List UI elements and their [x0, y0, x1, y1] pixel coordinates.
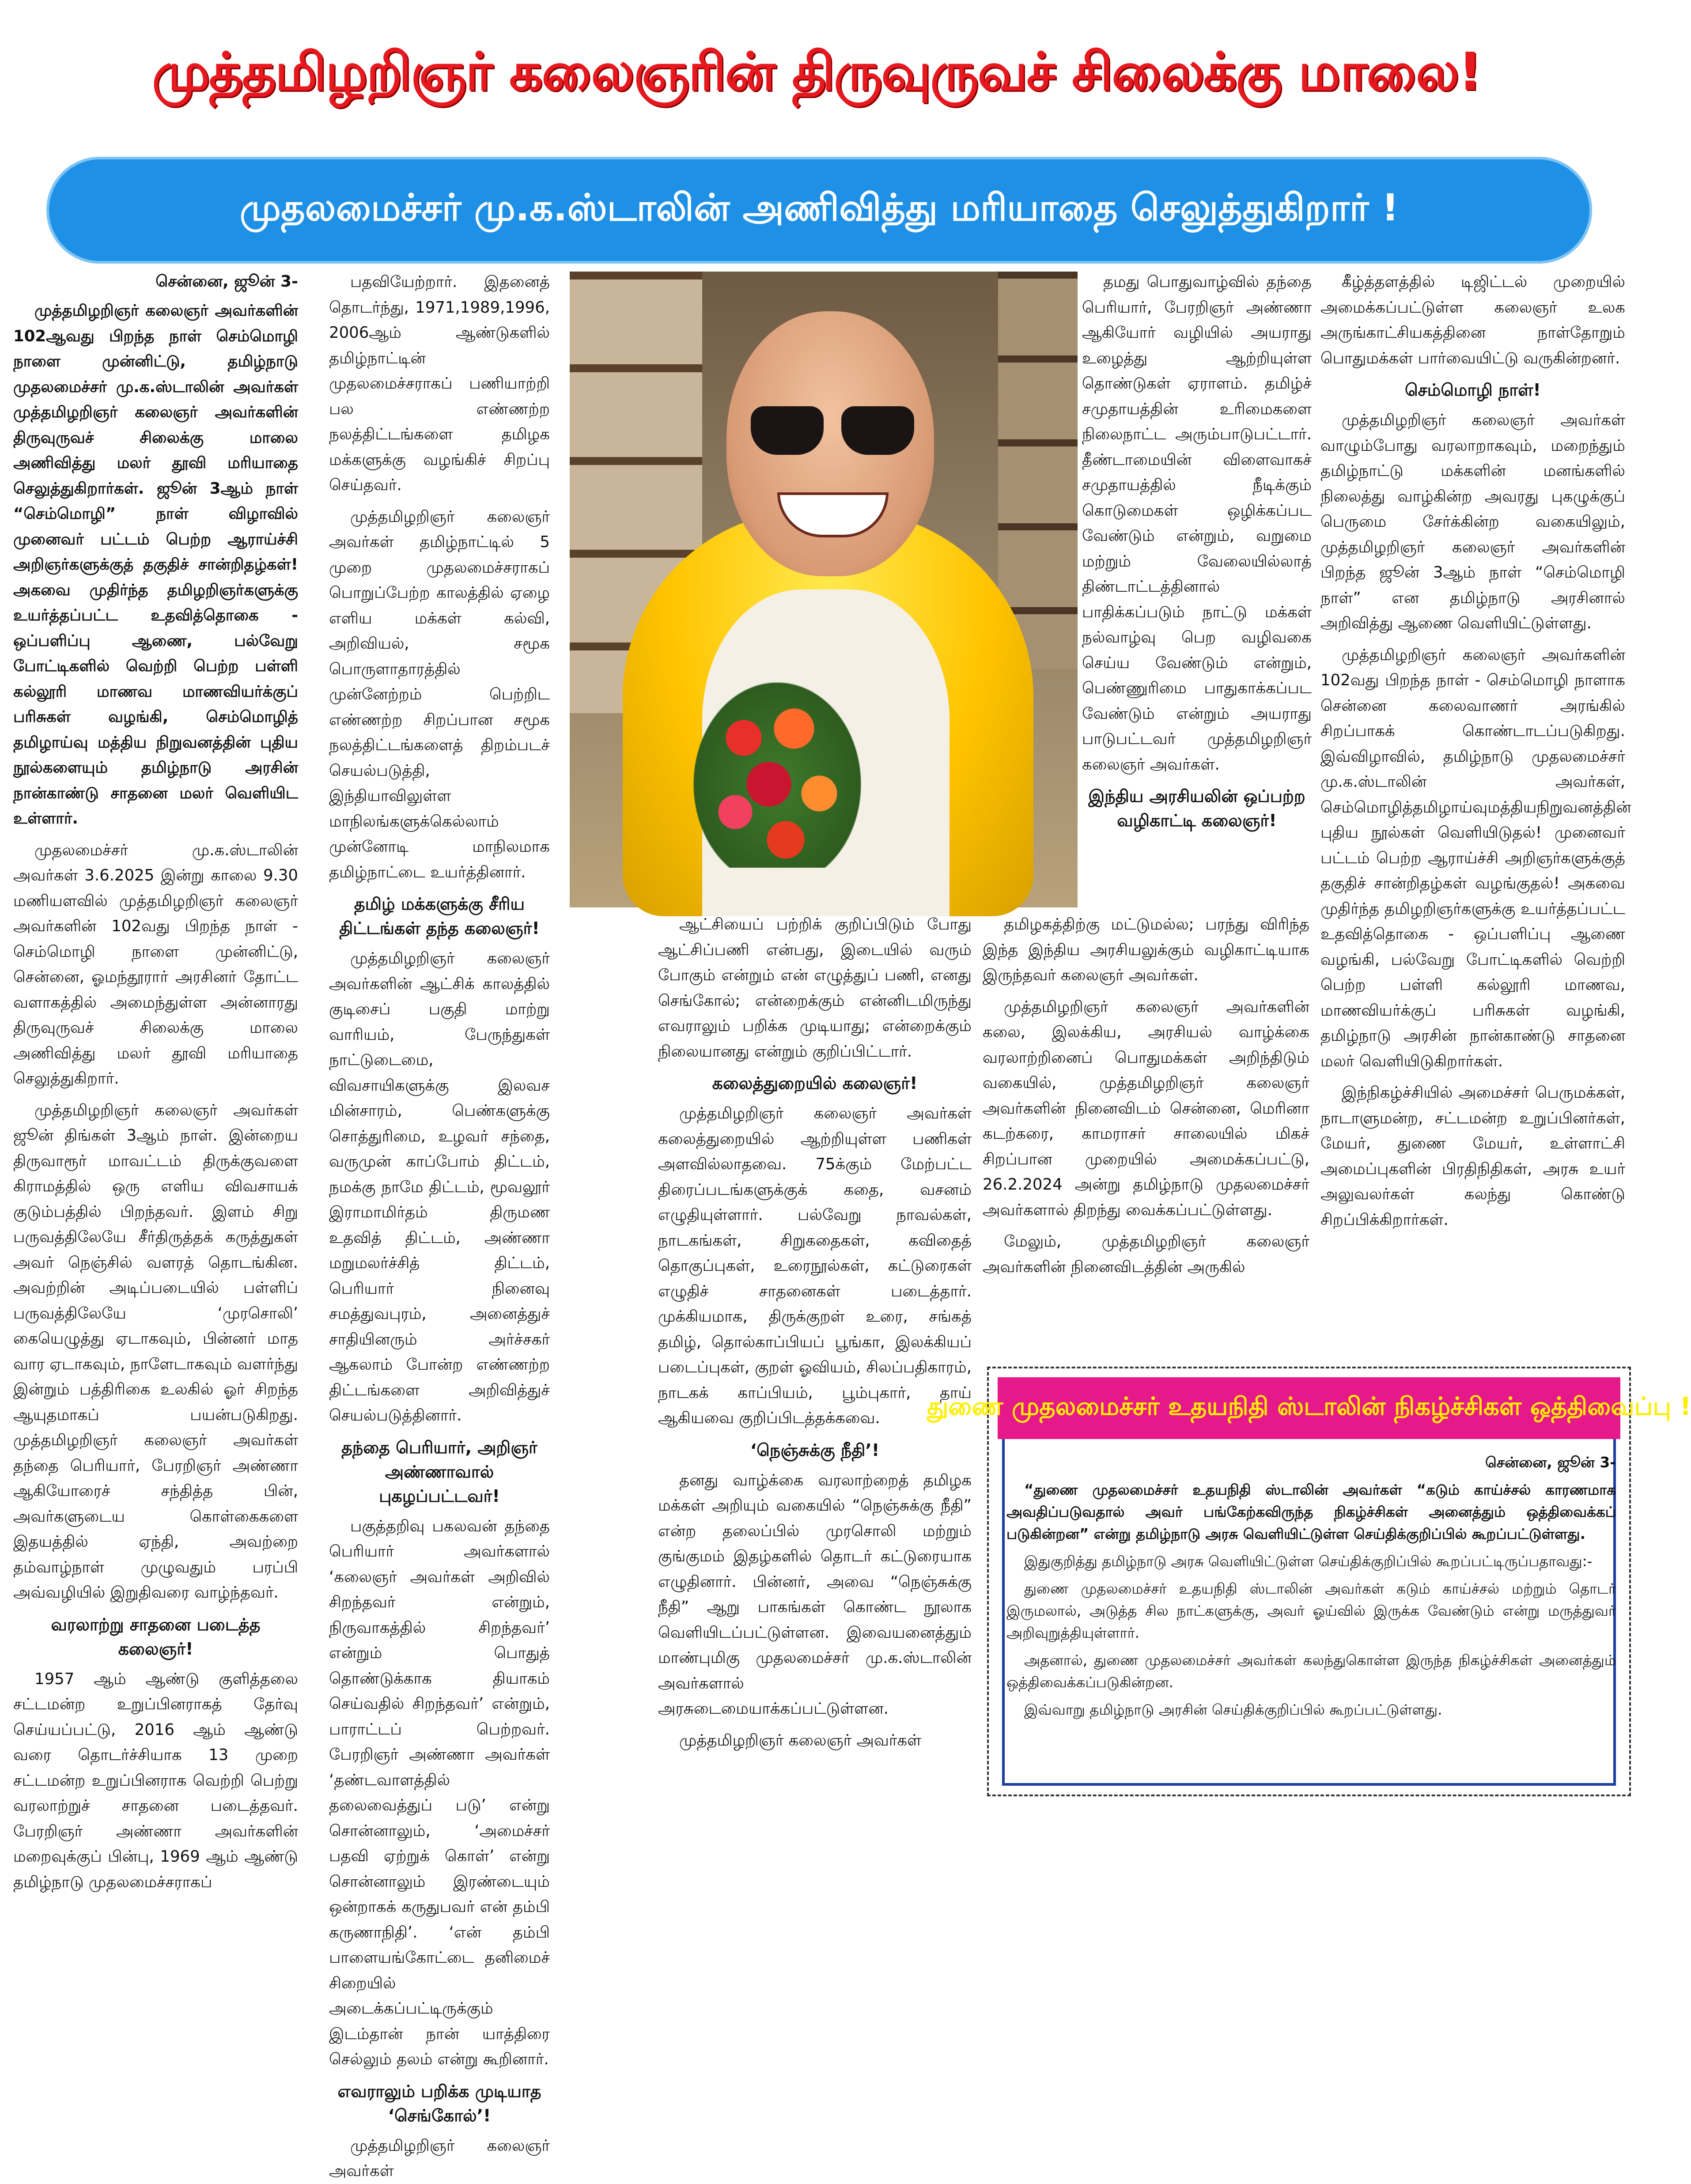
- paragraph: ஆட்சியைப் பற்றிக் குறிப்பிடும் போது ஆட்சிப்பணி என்பது, இடையில் வரும் போகும் என்றும் என் எழுத்துப் பணி, எனது செங்கோல்; என்றைக்கும் என்னிடமிருந்து எவராலும் பறிக்க முடியாது; என்றைக்கும் நிலையானது என்றும் குறிப்பிட்டார்.: [658, 915, 972, 1061]
- subheading: தந்தை பெரியார், அறிஞர் அண்ணாவால் புகழப்பட்டவர்!: [341, 1437, 537, 1506]
- paragraph: பதவியேற்றார். இதனைத் தொடர்ந்து, 1971,1989,1996, 2006ஆம் ஆண்டுகளில் தமிழ்நாட்டின் முதலமைச்சராகப் பணியாற்றி பல எண்ணற்ற நலத்திட்டங்களை தமிழக மக்களுக்கு வழங்கிச் சிறப்பு செய்தவர்.: [329, 273, 550, 494]
- paragraph: முத்தமிழறிஞர் கலைஞர் அவர்களின் கலை, இலக்கிய, அரசியல் வாழ்க்கை வரலாற்றினைப் பொதுமக்கள் அறிந்திடும் வகையில், முத்தமிழறிஞர் கலைஞர் அவர்களின் நினைவிடம் சென்னை, மெரினா கடற்கரை, காமராசர் சாலையில் மிகச் சிறப்பான முறையில் அமைக்கப்பட்டு, 26.2.2024 அன்று தமிழ்நாடு முதலமைச்சர் அவர்களால் திறந்து வைக்கப்பட்டுள்ளது.: [983, 998, 1309, 1219]
- dateline: சென்னை, ஜூன் 3-: [155, 272, 298, 291]
- paragraph: 1957 ஆம் ஆண்டு குளித்தலை சட்டமன்ற உறுப்பினராகத் தேர்வு செய்யப்பட்டு, 2016 ஆம் ஆண்டு வரை தொடர்ச்சியாக 13 முறை சட்டமன்ற உறுப்பினராக வெற்றி பெற்று வரலாற்றுச் சாதனை படைத்தவர். பேரறிஞர் அண்ணா அவர்களின் மறைவுக்குப் பின்பு, 1969 ஆம் ஆண்டு தமிழ்நாடு முதலமைச்சராகப்: [13, 1670, 298, 1891]
- subheading: எவராலும் பறிக்க முடியாத ‘செங்கோல்’!: [337, 2081, 541, 2125]
- paragraph: இந்நிகழ்ச்சியில் அமைச்சர் பெருமக்கள், நாடாளுமன்ற, சட்டமன்ற உறுப்பினர்கள், மேயர், துணை மேயர், உள்ளாட்சி அமைப்புகளின் பிரதிநிதிகள், அரசு உயர் அலுவலர்கள் கலந்து கொண்டு சிறப்பிக்கிறார்கள்.: [1320, 1084, 1625, 1229]
- paragraph: தமது பொதுவாழ்வில் தந்தை பெரியார், பேரறிஞர் அண்ணா ஆகியோர் வழியில் அயராது உழைத்து ஆற்றியுள்ள தொண்டுகள் ஏராளம். தமிழ்ச் சமுதாயத்தின் உரிமைகளை நிலைநாட்ட அரும்பாடுபட்டார். தீண்டாமையின் விளைவாகச் சமுதாயத்தில் நீடிக்கும் கொடுமைகள் ஒழிக்கப்பட வேண்டும் என்றும், வறுமை மற்றும் வேலையில்லாத் திண்டாட்டத்தினால் பாதிக்கப்படும் நாட்டு மக்கள் நல்வாழ்வு பெற வழிவகை செய்ய வேண்டும் என்றும், பெண்ணுரிமை பாதுகாக்கப்பட வேண்டும் என்றும் அயராது பாடுபட்டவர் முத்தமிழறிஞர் கலைஞர் அவர்கள்.: [1082, 273, 1312, 774]
- paragraph: பகுத்தறிவு பகலவன் தந்தை பெரியார் அவர்களால் ‘கலைஞர் அவர்கள் அறிவில் சிறந்தவர் என்றும், நிருவாகத்தில் சிறந்தவர்’ என்றும் பொதுத் தொண்டுக்காக தியாகம் செய்வதில் சிறந்தவர்’ என்றும், பாராட்டப் பெற்றவர். பேரறிஞர் அண்ணா அவர்கள் ‘தண்டவாளத்தில் தலைவைத்துப் படு’ என்று சொன்னாலும், ‘அமைச்சர் பதவி ஏற்றுக் கொள்’ என்று சொன்னாலும் இரண்டையும் ஒன்றாகக் கருதுபவர் என் தம்பி கருணாநிதி’. ‘என் தம்பி பாளையங்கோட்டை தனிமைச் சிறையில் அடைக்கப்பட்டிருக்கும் இடம்தான் நான் யாத்திரை செல்லும் தலம் என்று கூறினார்.: [329, 1517, 550, 2068]
- article-column-5: [1320, 269, 1631, 1360]
- subheading: ‘நெஞ்சுக்கு நீதி’!: [750, 1440, 880, 1460]
- subheading: செம்மொழி நாள்!: [1405, 380, 1541, 400]
- subheadline-banner: முதலமைச்சர் மு.க.ஸ்டாலின் அணிவித்து மரியாதை செலுத்துகிறார் !: [46, 157, 1592, 264]
- article-column-2: [329, 269, 550, 2180]
- headline: முத்தமிழறிஞர் கலைஞரின் திருவுருவச் சிலைக்கு மாலை!: [152, 41, 1481, 102]
- paragraph: இவ்வாறு தமிழ்நாடு அரசின் செய்திக்குறிப்பில் கூறப்பட்டுள்ளது.: [1024, 1701, 1442, 1718]
- paragraph: முத்தமிழறிஞர் கலைஞர் அவர்கள் கலைத்துறையில் ஆற்றியுள்ள பணிகள் அளவில்லாதவை. 75க்கும் மேற்பட்ட திரைப்படங்களுக்குக் கதை, வசனம் எழுதியுள்ளார். பல்வேறு நாவல்கள், நாடகங்கள், சிறுகதைகள், கவிதைத் தொகுப்புகள், உரைநூல்கள், கட்டுரைகள் எழுதிச் சாதனைகள் படைத்தார். முக்கியமாக, திருக்குறள் உரை, சங்கத் தமிழ், தொல்காப்பியப் பூங்கா, இலக்கியப் படைப்புகள், குறள் ஓவியம், சிலப்பதிகாரம், நாடகக் காப்பியம், பூம்புகார், தாய் ஆகியவை குறிப்பிடத்தக்கவை.: [658, 1104, 972, 1427]
- dark-glasses: [751, 406, 914, 457]
- kalaignar-photo: [570, 272, 1078, 907]
- paragraph: முத்தமிழறிஞர் கலைஞர் அவர்களின் 102வது பிறந்த நாள் - செம்மொழி நாளாக சென்னை கலைவாணர் அரங்கில் சிறப்பாகக் கொண்டாடப்படுகிறது. இவ்விழாவில், தமிழ்நாடு முதலமைச்சர் மு.க.ஸ்டாலின் அவர்கள், செம்மொழித்தமிழாய்வுமத்தியநிறுவனத்தின் புதிய நூல்கள் வெளியிடுதல்! முனைவர் பட்டம் பெற்ற ஆராய்ச்சி அறிஞர்களுக்குத் தகுதிச் சான்றிதழ்கள் வழங்குதல்! அகவை முதிர்ந்த தமிழறிஞர்களுக்கு உயர்த்தப்பட்ட உதவித்தொகை - ஒப்பளிப்பு ஆணை வழங்கி, பல்வேறு போட்டிகளில் வெற்றி பெற்ற பள்ளி கல்லூரி மாணவ, மாணவியர்க்குப் பரிசுகள் வழங்கி, தமிழ்நாடு அரசின் நான்காண்டு சாதனை மலர் வெளியிடுகிறார்கள்.: [1320, 646, 1631, 1070]
- sidebar-news-box: [927, 1367, 1691, 1796]
- paragraph: மேலும், முத்தமிழறிஞர் கலைஞர் அவர்களின் நினைவிடத்தின் அருகில்: [983, 1232, 1309, 1276]
- lead-paragraph: முத்தமிழறிஞர் கலைஞர் அவர்களின் 102ஆவது பிறந்த நாள் செம்மொழி நாளை முன்னிட்டு, தமிழ்நாடு முதலமைச்சர் மு.க.ஸ்டாலின் அவர்கள் முத்தமிழறிஞர் கலைஞர் அவர்களின் திருவுருவச் சிலைக்கு மாலை அணிவித்து மலர் தூவி மரியாதை செலுத்துகிறார்கள். ஜூன் 3ஆம் நாள் “செம்மொழி” நாள் விழாவில் முனைவர் பட்டம் பெற்ற ஆராய்ச்சி அறிஞர்களுக்குத் தகுதிச் சான்றிதழ்கள்! அகவை முதிர்ந்த தமிழறிஞர்களுக்கு உயர்த்தப்பட்ட உதவித்தொகை - ஒப்பளிப்பு ஆணை, பல்வேறு போட்டிகளில் வெற்றி பெற்ற பள்ளி கல்லூரி மாணவ மாணவியர்க்குப் பரிசுகள் வழங்கி, செம்மொழித் தமிழாய்வு மத்திய நிறுவனத்தின் புதிய நூல்களையும் தமிழ்நாடு அரசின் நான்காண்டு சாதனை மலர் வெளியிட உள்ளார்.: [13, 302, 298, 828]
- paragraph: முத்தமிழறிஞர் கலைஞர் அவர்கள்: [679, 1731, 922, 1749]
- paragraph: முத்தமிழறிஞர் கலைஞர் அவர்கள் தமிழ்நாட்டில் 5 முறை முதலமைச்சராகப் பொறுப்பேற்ற காலத்தில் ஏழை எளிய மக்கள் கல்வி, அறிவியல், சமூக பொருளாதாரத்தில் முன்னேற்றம் பெற்றிட எண்ணற்ற சிறப்பான சமூக நலத்திட்டங்களைத் திறம்படச் செயல்படுத்தி, இந்தியாவிலுள்ள மாநிலங்களுக்கெல்லாம் முன்னோடி மாநிலமாக தமிழ்நாட்டை உயர்த்தினார்.: [329, 507, 550, 881]
- paragraph: இதுகுறித்து தமிழ்நாடு அரசு வெளியிட்டுள்ள செய்திக்குறிப்பில் கூறப்பட்டிருப்பதாவது:-: [1024, 1553, 1593, 1570]
- subheading: கலைத்துறையில் கலைஞர்!: [712, 1073, 918, 1093]
- paragraph: முத்தமிழறிஞர் கலைஞர் அவர்கள் ஜூன் திங்கள் 3ஆம் நாள். இன்றைய திருவாரூர் மாவட்டம் திருக்குவளை கிராமத்தில் ஒரு எளிய விவசாயக் குடும்பத்தில் பிறந்தவர். இளம் சிறு பருவத்திலேயே சீர்திருத்தக் கருத்துகள் அவர் நெஞ்சில் வளரத் தொடங்கின. அவற்றின் அடிப்படையில் பள்ளிப் பருவத்திலேயே ‘முரசொலி’ கையெழுத்து ஏடாகவும், பின்னர் மாத வார ஏடாகவும், நாளேடாகவும் வளர்ந்து இன்றும் பத்திரிகை உலகில் ஓர் சிறந்த ஆயுதமாகப் பயன்படுகிறது. முத்தமிழறிஞர் கலைஞர் அவர்கள் தந்தை பெரியார், பேரறிஞர் அண்ணா ஆகியோரைச் சந்தித்த பின், அவர்களுடைய கொள்கைகளை இதயத்தில் ஏந்தி, அவற்றை தம்வாழ்நாள் முழுவதும் பரப்பி அவ்வழியில் இறுதிவரை வாழ்ந்தவர்.: [13, 1101, 298, 1602]
- box-body: [1006, 1450, 1616, 1790]
- subheading: தமிழ் மக்களுக்கு சீரிய திட்டங்கள் தந்த கலைஞர்!: [339, 894, 540, 938]
- subheading: இந்திய அரசியலின் ஒப்பற்ற வழிகாட்டி கலைஞர்!: [1088, 786, 1305, 830]
- dateline: சென்னை, ஜூன் 3-: [1485, 1454, 1616, 1471]
- lead-paragraph: “துணை முதலமைச்சர் உதயநிதி ஸ்டாலின் அவர்கள் “கடும் காய்ச்சல் காரணமாக அவதிப்படுவதால் அவர் பங்கேற்கவிருந்த நிகழ்ச்சிகள் அனைத்தும் ஒத்திவைக்கப் படுகின்றன” என்று தமிழ்நாடு அரசு வெளியிட்டுள்ள செய்திக்குறிப்பில் கூறப்பட்டுள்ளது.: [1006, 1481, 1616, 1542]
- subheading: வரலாற்று சாதனை படைத்த கலைஞர்!: [51, 1614, 261, 1659]
- paragraph: கீழ்த்தளத்தில் டிஜிட்டல் முறையில் அமைக்கப்பட்டுள்ள கலைஞர் உலக அருங்காட்சியகத்தினை நாள்தோறும் பொதுமக்கள் பார்வையிட்டு வருகின்றனர்.: [1320, 273, 1625, 367]
- article-column-4: [1082, 269, 1312, 910]
- box-title: துணை முதலமைச்சர் உதயநிதி ஸ்டாலின் நிகழ்ச்சிகள் ஒத்திவைப்பு !: [998, 1377, 1620, 1439]
- flower-bouquet: [693, 682, 861, 868]
- paragraph: முதலமைச்சர் மு.க.ஸ்டாலின் அவர்கள் 3.6.2025 இன்று காலை 9.30 மணியளவில் முத்தமிழறிஞர் கலைஞர் அவர்களின் 102வது பிறந்த நாள் - செம்மொழி நாளை முன்னிட்டு, சென்னை, ஓமந்தூரார் அரசினர் தோட்ட வளாகத்தில் அமைந்துள்ள அன்னாரது திருவுருவச் சிலைக்கு மாலை அணிவித்து மலர் தூவி மரியாதை செலுத்துகிறார்.: [13, 841, 298, 1088]
- article-column-3: [658, 912, 972, 1797]
- paragraph: தமிழகத்திற்கு மட்டுமல்ல; பரந்து விரிந்த இந்த இந்திய அரசியலுக்கும் வழிகாட்டியாக இருந்தவர் கலைஞர் அவர்கள்.: [983, 915, 1309, 984]
- paragraph: முத்தமிழறிஞர் கலைஞர் அவர்கள் வாழும்போது வரலாறாகவும், மறைந்தும் தமிழ்நாட்டு மக்களின் மனங்களில் நிலைத்து வாழ்கின்ற அவரது புகழுக்குப் பெருமை சேர்க்கின்ற வகையிலும், முத்தமிழறிஞர் கலைஞர் அவர்களின் பிறந்த ஜூன் 3ஆம் நாள் “செம்மொழி நாள்” என தமிழ்நாடு அரசினால் அறிவித்து ஆணை வெளியிட்டுள்ளது.: [1320, 411, 1625, 632]
- paragraph: துணை முதலமைச்சர் உதயநிதி ஸ்டாலின் அவர்கள் கடும் காய்ச்சல் மற்றும் தொடர் இருமலால், அடுத்த சில நாட்களுக்கு, அவர் ஓய்வில் இருக்க வேண்டும் என்று மருத்துவர் அறிவுறுத்தியுள்ளார்.: [1006, 1580, 1616, 1641]
- paragraph: முத்தமிழறிஞர் கலைஞர் அவர்கள்: [329, 2136, 550, 2180]
- paragraph: முத்தமிழறிஞர் கலைஞர் அவர்களின் ஆட்சிக் காலத்தில் குடிசைப் பகுதி மாற்று வாரியம், பேருந்துகள் நாட்டுடைமை, விவசாயிகளுக்கு இலவச மின்சாரம், பெண்களுக்கு சொத்துரிமை, உழவர் சந்தை, வருமுன் காப்போம் திட்டம், நமக்கு நாமே திட்டம், மூவலூர் இராமாமிர்தம் திருமண உதவித் திட்டம், அண்ணா மறுமலர்ச்சித் திட்டம், பெரியார் நினைவு சமத்துவபுரம், அனைத்துச் சாதியினரும் அர்ச்சகர் ஆகலாம் போன்ற எண்ணற்ற திட்டங்களை அறிவித்துச் செயல்படுத்தினார்.: [329, 949, 550, 1425]
- paragraph: அதனால், துணை முதலமைச்சர் அவர்கள் கலந்துகொள்ள இருந்த நிகழ்ச்சிகள் அனைத்தும் ஒத்திவைக்கப்படுகின்றன.: [1006, 1652, 1616, 1691]
- article-column-1: [13, 269, 298, 1891]
- paragraph: தனது வாழ்க்கை வரலாற்றைத் தமிழக மக்கள் அறியும் வகையில் “நெஞ்சுக்கு நீதி” என்ற தலைப்பில் முரசொலி மற்றும் குங்குமம் இதழ்களில் தொடர் கட்டுரையாக எழுதினார். பின்னர், அவை “நெஞ்சுக்கு நீதி” ஆறு பாகங்கள் கொண்ட நூலாக வெளியிடப்பட்டுள்ளன. இவையனைத்தும் மாண்புமிகு முதலமைச்சர் மு.க.ஸ்டாலின் அவர்களால் அரசுடைமையாக்கப்பட்டுள்ளன.: [658, 1471, 972, 1718]
